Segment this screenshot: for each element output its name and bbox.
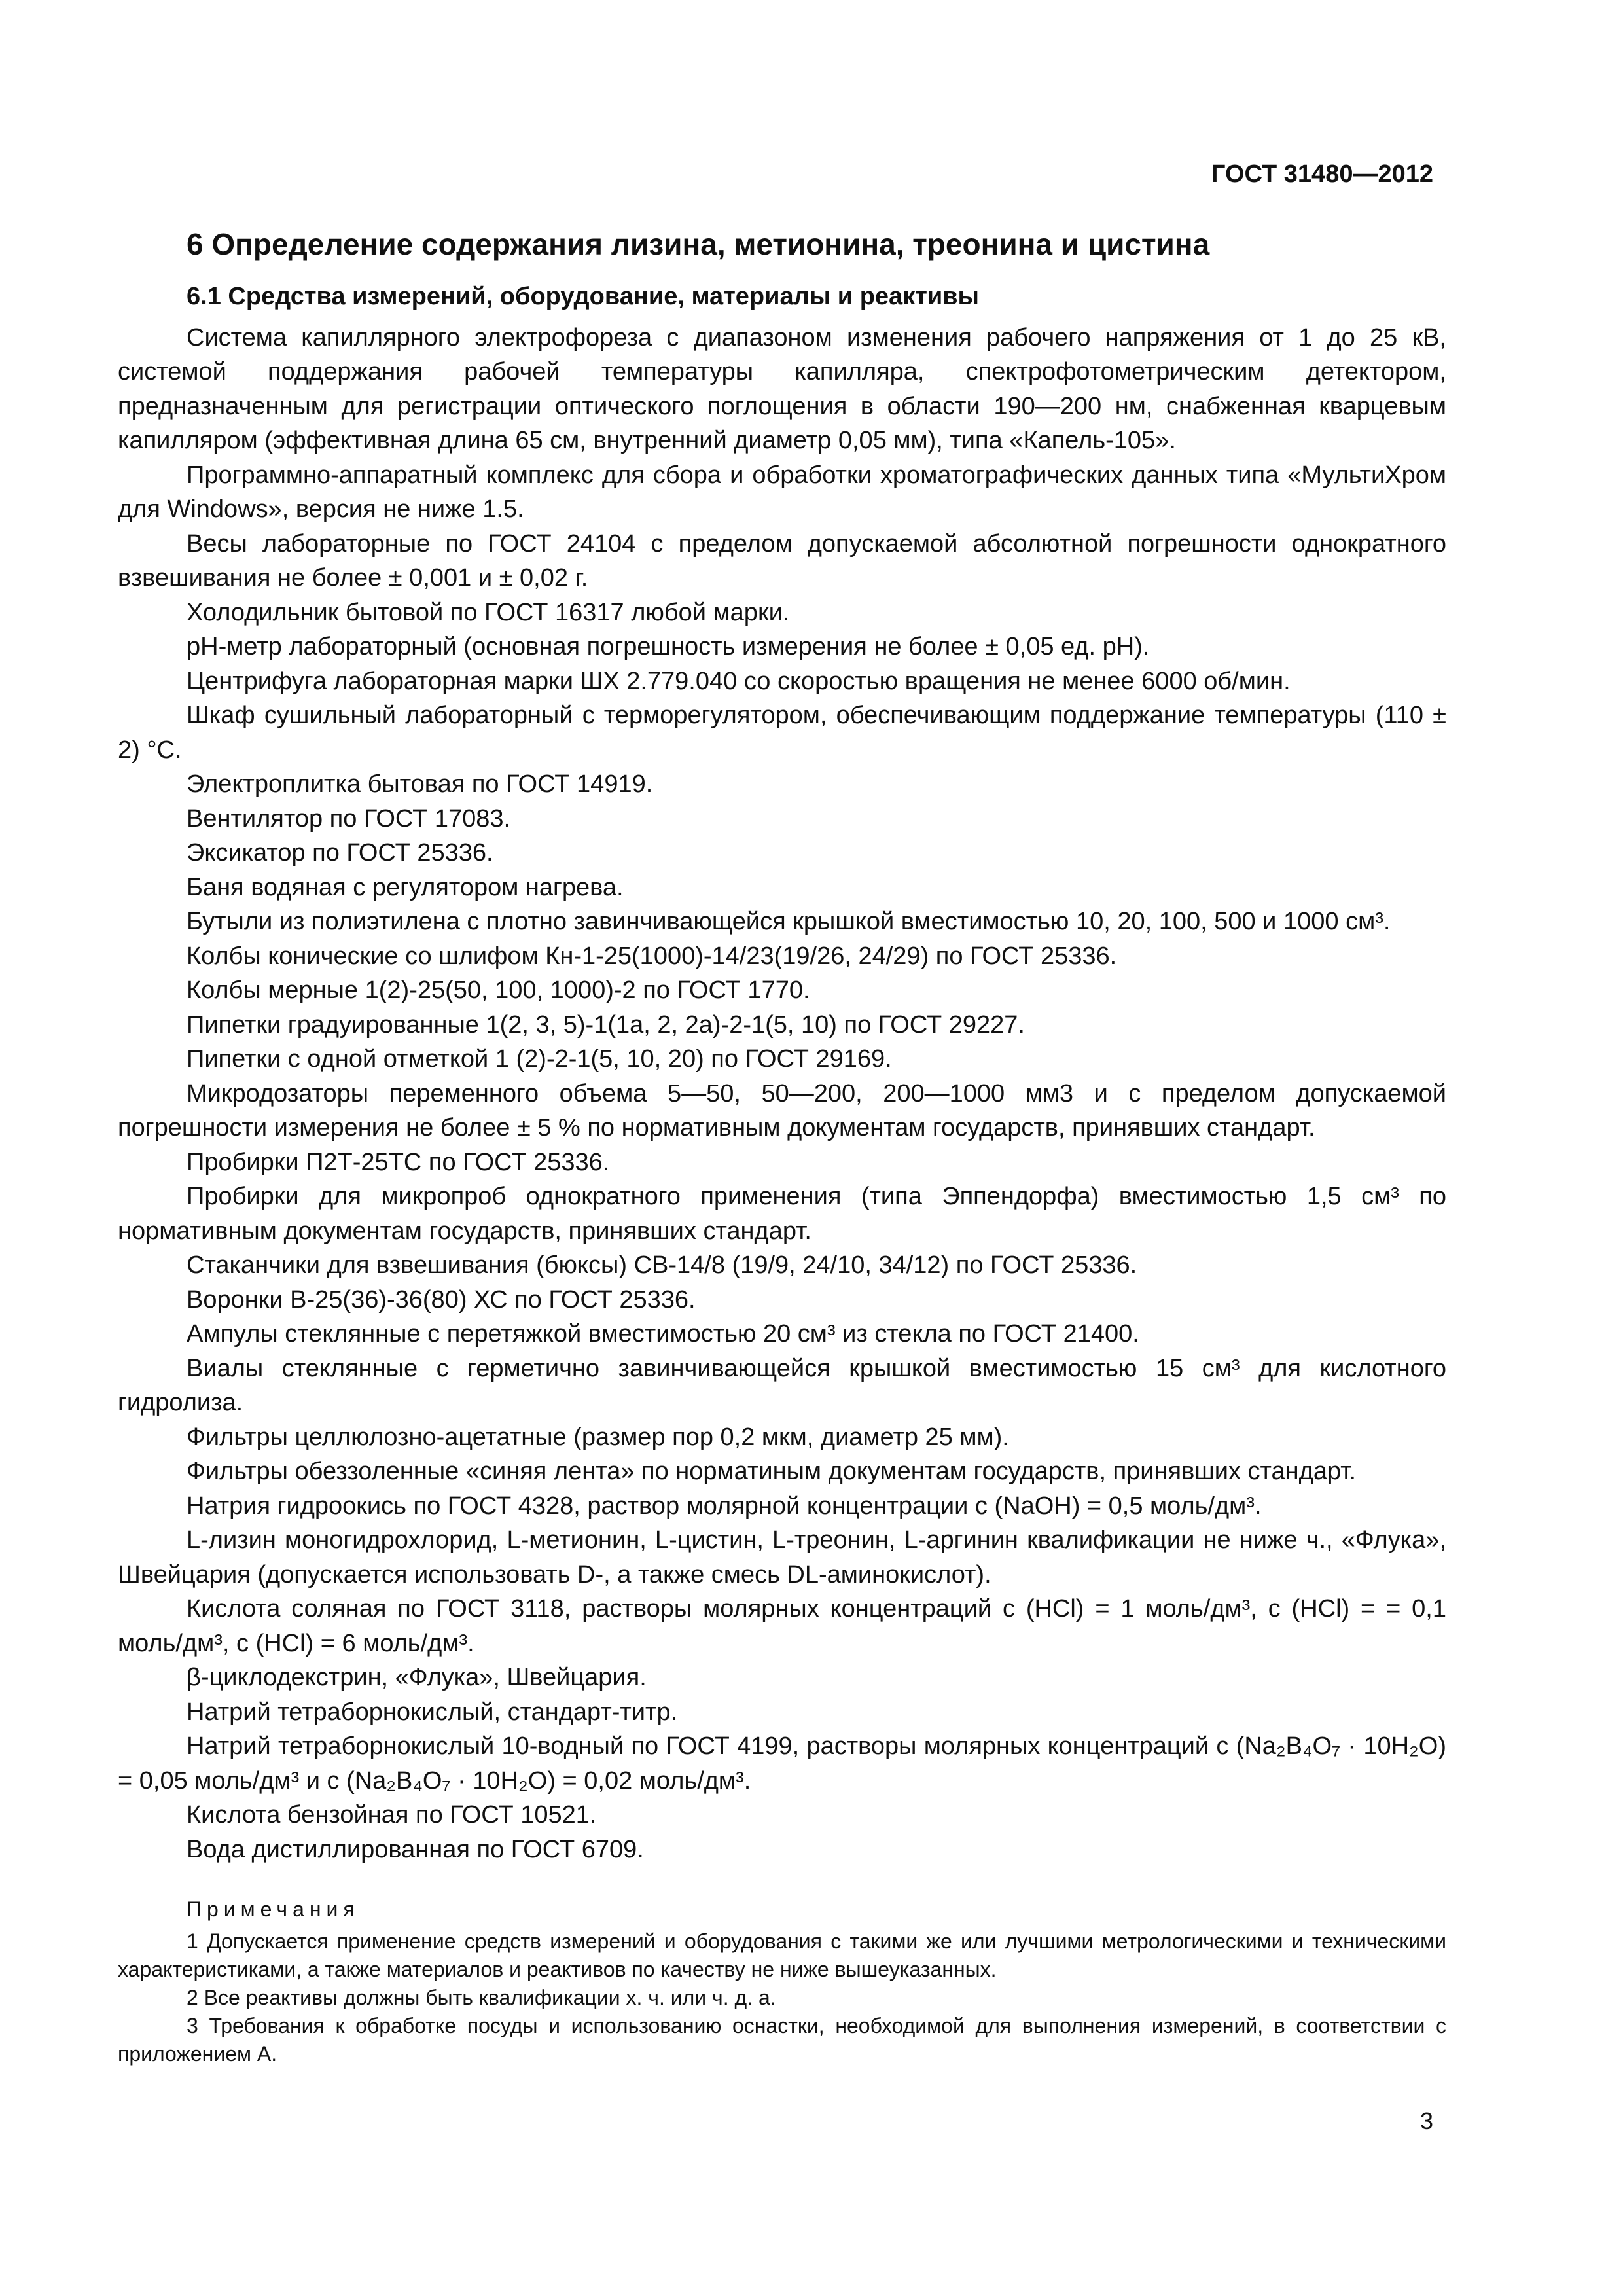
list-item: Ампулы стеклянные с перетяжкой вместимостью 20 см³ из стекла по ГОСТ 21400. [187, 1320, 1139, 1348]
note-item: 1 Допускается применение средств измерений и оборудования с такими же или лучшими метрологическими и техническими характеристиками, а также материалов и реактивов по качеству не ниже вышеуказанных. [118, 1929, 1446, 1982]
list-item: Фильтры обеззоленные «синяя лента» по норматиным документам государств, принявших стандарт. [187, 1458, 1357, 1486]
list-item: Колбы конические со шлифом Кн-1-25(1000)-14/23(19/26, 24/29) по ГОСТ 25336. [187, 942, 1117, 970]
list-item: Баня водяная с регулятором нагрева. [187, 873, 624, 901]
equipment-list [118, 321, 1446, 1867]
list-item: Шкаф сушильный лабораторный с терморегулятором, обеспечивающим поддержание температуры (110 ± 2) °С. [118, 702, 1446, 764]
notes-block [118, 1895, 1446, 2068]
list-item: Микродозаторы переменного объема 5—50, 50—200, 200—1000 мм3 и с пределом допускаемой погрешности измерения не более ± 5 % по нормативным документам государств, принявших стандарт. [118, 1079, 1446, 1142]
page-number: 3 [1419, 2108, 1433, 2134]
list-item: Воронки В-25(36)-36(80) ХС по ГОСТ 25336. [187, 1285, 696, 1314]
list-item: Электроплитка бытовая по ГОСТ 14919. [187, 770, 653, 798]
list-item: Пробирки для микропроб однократного применения (типа Эппендорфа) вместимостью 1,5 см³ по нормативным документам государств, принявших стандарт. [118, 1183, 1446, 1245]
list-item: Пипетки с одной отметкой 1 (2)-2-1(5, 10, 20) по ГОСТ 29169. [187, 1045, 892, 1073]
note-item: 2 Все реактивы должны быть квалификации х. ч. или ч. д. а. [187, 1986, 776, 2010]
document-body [118, 226, 1446, 2068]
subsection-title: 6.1 Средства измерений, оборудование, материалы и реактивы [187, 282, 979, 310]
list-item: Холодильник бытовой по ГОСТ 16317 любой марки. [187, 598, 790, 626]
list-item: Весы лабораторные по ГОСТ 24104 с пределом допускаемой абсолютной погрешности однократного взвешивания не более ± 0,001 и ± 0,02 г. [118, 529, 1446, 592]
section-title: 6 Определение содержания лизина, метионина, треонина и цистина [187, 227, 1210, 261]
list-item: Виалы стеклянные с герметично завинчивающейся крышкой вместимостью 15 см³ для кислотного гидролиза. [118, 1354, 1446, 1417]
list-item: Эксикатор по ГОСТ 25336. [187, 839, 493, 867]
list-item: pH-метр лабораторный (основная погрешность измерения не более ± 0,05 ед. pH). [187, 633, 1150, 661]
list-item: Натрий тетраборнокислый 10-водный по ГОСТ 4199, растворы молярных концентраций с (Na₂B₄O₇ · 10H₂O) = 0,05 моль/дм³ и с (Na₂B₄O₇ · 10H₂O) = 0,02 моль/дм³. [118, 1732, 1446, 1795]
list-item: Вода дистиллированная по ГОСТ 6709. [187, 1835, 644, 1863]
list-item: Бутыли из полиэтилена с плотно завинчивающейся крышкой вместимостью 10, 20, 100, 500 и 1000 см³. [187, 908, 1391, 936]
list-item: Кислота соляная по ГОСТ 3118, растворы молярных концентраций с (HCl) = 1 моль/дм³, с (HCl) = = 0,1 моль/дм³, с (HCl) = 6 моль/дм³. [118, 1595, 1446, 1657]
list-item: Натрий тетраборнокислый, стандарт-титр. [187, 1698, 678, 1726]
list-item: Фильтры целлюлозно-ацетатные (размер пор 0,2 мкм, диаметр 25 мм). [187, 1423, 1009, 1451]
list-item: Стаканчики для взвешивания (бюксы) СВ-14/8 (19/9, 24/10, 34/12) по ГОСТ 25336. [187, 1251, 1137, 1280]
list-item: Пробирки П2Т-25ТС по ГОСТ 25336. [187, 1148, 610, 1176]
list-item: Вентилятор по ГОСТ 17083. [187, 804, 511, 833]
list-item: Пипетки градуированные 1(2, 3, 5)-1(1а, 2, 2а)-2-1(5, 10) по ГОСТ 29227. [187, 1011, 1025, 1039]
list-item: Программно-аппаратный комплекс для сбора и обработки хроматографических данных типа «МультиХром для Windows», версия не ниже 1.5. [118, 461, 1446, 524]
list-item: Центрифуга лабораторная марки ШХ 2.779.040 со скоростью вращения не менее 6000 об/мин. [187, 667, 1291, 695]
list-item: Колбы мерные 1(2)-25(50, 100, 1000)-2 по ГОСТ 1770. [187, 977, 810, 1005]
list-item: Система капиллярного электрофореза с диапазоном изменения рабочего напряжения от 1 до 25 кВ, системой поддержания рабочей температуры капилляра, спектрофотометрическим детектором, предназначенным для регистрации оптического поглощения в области 190—200 нм, снабженная кварцевым капилляром (эффективная длина 65 см, внутренний диаметр 0,05 мм), типа «Капель-105». [118, 323, 1446, 455]
list-item: β-циклодекстрин, «Флука», Швейцария. [187, 1664, 647, 1692]
list-item: Натрия гидроокись по ГОСТ 4328, раствор молярной концентрации с (NaOH) = 0,5 моль/дм³. [187, 1492, 1262, 1520]
note-item: 3 Требования к обработке посуды и использованию оснастки, необходимой для выполнения измерений, в соответствии с приложением А. [118, 2014, 1446, 2066]
list-item: Кислота бензойная по ГОСТ 10521. [187, 1801, 597, 1829]
notes-title: Примечания [187, 1897, 360, 1922]
list-item: L-лизин моногидрохлорид, L-метионин, L-цистин, L-треонин, L-аргинин квалификации не ниже ч., «Флука», Швейцария (допускается использовать D-, а также смесь DL-аминокислот). [118, 1526, 1446, 1588]
document-code: ГОСТ 31480—2012 [1211, 160, 1433, 188]
